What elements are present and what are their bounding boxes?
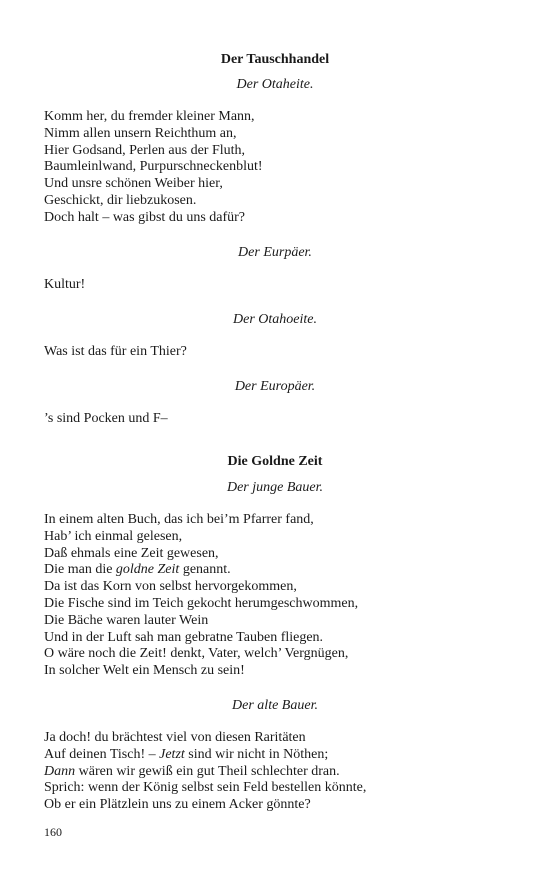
verse-line: Daß ehmals eine Zeit gewesen, [44,545,219,561]
verse-line [44,747,524,764]
verse-line: Geschickt, dir liebzukosen. [44,192,197,208]
verse-text: Die man die [44,562,116,578]
verse-line: Die Bäche waren lauter Wein [44,612,209,628]
verse-text: genannt. [179,562,231,578]
speaker-eurpaeer: Der Eurpäer. [238,245,312,260]
verse-line: Doch halt – was gibst du uns dafür? [44,209,246,225]
verse-line: Und in der Luft sah man gebratne Tauben fliegen. [44,629,324,645]
verse-block-otaheite [44,109,524,227]
verse-line [44,764,524,781]
verse-line: Und unsre schönen Weiber hier, [44,176,223,192]
verse-line: In einem alten Buch, das ich bei’m Pfarrer fand, [44,512,314,527]
verse-block-pocken [44,411,524,428]
speaker-alte-bauer: Der alte Bauer. [232,698,318,713]
speaker-europaeer: Der Europäer. [234,379,316,394]
verse-text: wären wir gewiß ein gut Theil schlechter dran. [75,763,340,779]
verse-block-kultur [44,277,524,294]
verse-text: sind wir nicht in Nöthen; [184,746,329,762]
speaker-junge-bauer: Der junge Bauer. [226,480,324,495]
speaker-otahoeite: Der Otahoeite. [233,312,317,327]
poem-title-tauschhandel: Der Tauschhandel [220,52,330,67]
verse-block-alte-bauer [44,730,524,814]
verse-text: Auf deinen Tisch! – [44,746,160,762]
verse-line: Nimm allen unsern Reichthum an, [44,125,237,141]
verse-line [44,562,524,579]
speaker-otaheite: Der Otaheite. [236,77,314,92]
verse-line: Was ist das für ein Thier? [44,344,187,359]
verse-emphasis: Jetzt [159,746,185,762]
verse-line: Komm her, du fremder kleiner Mann, [44,109,255,124]
verse-line: Hab’ ich einmal gelesen, [44,528,183,544]
verse-line: Die Fische sind im Teich gekocht herumgeschwommen, [44,595,359,611]
verse-block-junge-bauer [44,512,524,680]
verse-line: Da ist das Korn von selbst hervorgekommen, [44,579,297,595]
verse-line: Baumleinlwand, Purpurschneckenblut! [44,159,263,175]
verse-emphasis: Dann [44,763,76,779]
page-number: 160 [44,825,62,839]
verse-emphasis: goldne Zeit [115,562,180,578]
verse-line: Ja doch! du brächtest viel von diesen Raritäten [44,730,306,745]
verse-line: Hier Godsand, Perlen aus der Fluth, [44,142,246,158]
verse-line: Kultur! [44,277,86,292]
verse-line: O wäre noch die Zeit! denkt, Vater, welch’ Vergnügen, [44,646,349,662]
verse-line: Ob er ein Plätzlein uns zu einem Acker gönnte? [44,797,311,813]
verse-line: In solcher Welt ein Mensch zu sein! [44,663,245,679]
verse-line: Sprich: wenn der König selbst sein Feld bestellen könnte, [44,780,367,796]
poem-title-goldne-zeit: Die Goldne Zeit [227,454,323,469]
verse-block-thier [44,344,524,361]
verse-line: ’s sind Pocken und F– [44,411,168,426]
